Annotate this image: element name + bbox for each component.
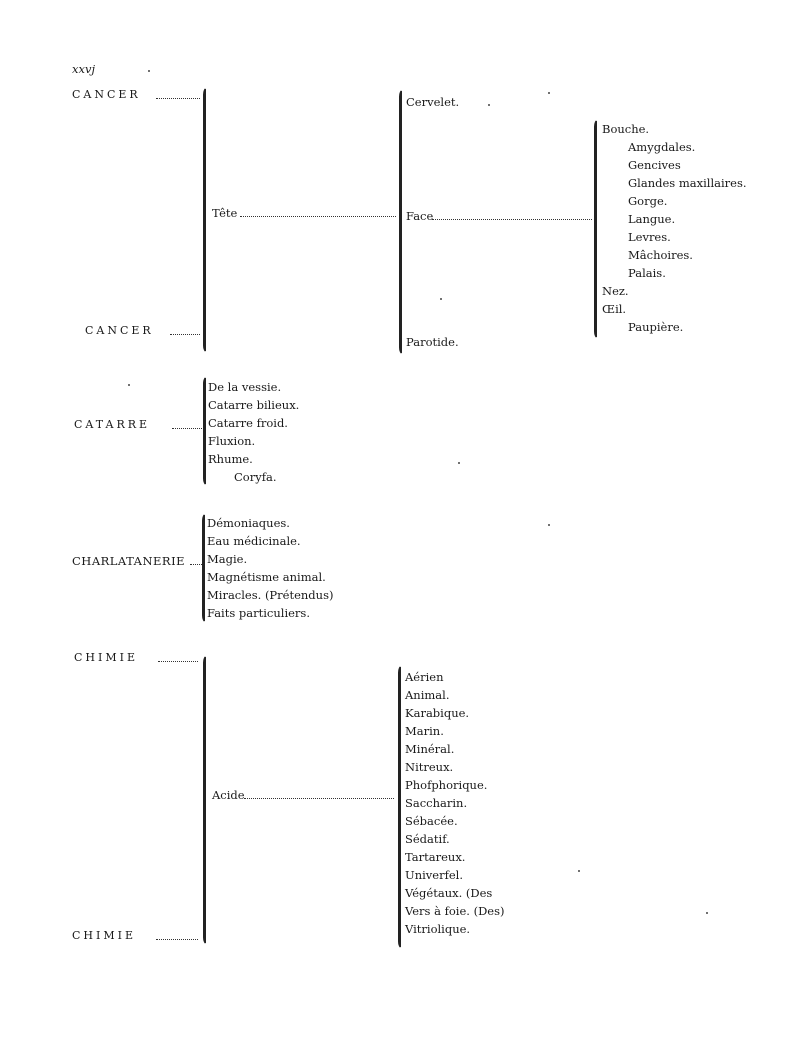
acide-list-item: Univerfel. (405, 868, 463, 882)
chimie-heading-leader (158, 661, 198, 662)
tete-label: Tête (212, 206, 238, 220)
paper-speck (548, 524, 550, 526)
paper-speck (548, 92, 550, 94)
acide-list-item: Phofphorique. (405, 778, 488, 792)
catarre-list-item: Catarre froid. (208, 416, 288, 430)
face-list-item: Mâchoires. (628, 248, 693, 262)
acide-list-item: Sédatif. (405, 832, 450, 846)
parotide-label: Parotide. (406, 335, 459, 349)
face-list-item: Palais. (628, 266, 666, 280)
charlatanerie-heading: CHARLATANERIE (72, 554, 186, 568)
catarre-list-item: Catarre bilieux. (208, 398, 300, 412)
face-list-item: Levres. (628, 230, 671, 244)
paper-speck (458, 462, 460, 464)
charlatanerie-list (207, 514, 333, 622)
acide-list-item: Animal. (405, 688, 450, 702)
chimie-footer-leader (156, 939, 198, 940)
chimie-heading: CHIMIE (74, 651, 138, 664)
charlatanerie-list-item: Démoniaques. (207, 516, 290, 530)
tete-leader (240, 216, 396, 217)
face-list-item: Langue. (628, 212, 676, 226)
face-brace (594, 120, 597, 338)
face-list-item: Bouche. (602, 122, 650, 136)
cervelet-label: Cervelet. (406, 95, 460, 109)
charlatanerie-brace (202, 514, 205, 622)
catarre-leader (172, 428, 202, 429)
catarre-list-item: Rhume. (208, 452, 253, 466)
acide-list-item: Saccharin. (405, 796, 468, 810)
acide-list-item: Végétaux. (Des (405, 886, 493, 900)
acide-brace (398, 666, 401, 948)
acide-list-item: Aérien (405, 670, 444, 684)
chimie-footer: CHIMIE (72, 929, 136, 942)
charlatanerie-leader (190, 564, 202, 565)
acide-list-item: Karabique. (405, 706, 470, 720)
acide-list-item: Sébacée. (405, 814, 458, 828)
acide-list-item: Nitreux. (405, 760, 454, 774)
catarre-list-item: De la vessie. (208, 380, 282, 394)
charlatanerie-list-item: Miracles. (Prétendus) (207, 588, 334, 602)
charlatanerie-list-item: Faits particuliers. (207, 606, 310, 620)
cancer-brace (203, 88, 206, 352)
face-leader (432, 219, 592, 220)
acide-list-item: Marin. (405, 724, 444, 738)
face-list-item: Paupière. (628, 320, 684, 334)
paper-speck (488, 104, 490, 106)
face-list-item: Gorge. (628, 194, 668, 208)
acide-label: Acide (212, 788, 245, 802)
face-label: Face (406, 209, 434, 223)
paper-speck (578, 870, 580, 872)
catarre-list-item: Coryfa. (234, 470, 277, 484)
paper-speck (706, 912, 708, 914)
cancer-footer-leader (170, 334, 200, 335)
catarre-brace (203, 377, 206, 485)
paper-speck (128, 384, 130, 386)
charlatanerie-list-item: Magie. (207, 552, 248, 566)
cancer-heading-leader (156, 98, 200, 99)
charlatanerie-list-item: Magnétisme animal. (207, 570, 326, 584)
page-number: xxvj (72, 62, 96, 76)
face-list (602, 120, 747, 336)
face-list-item: Gencives (628, 158, 681, 172)
face-list-item: Œil. (602, 302, 627, 316)
acide-list-item: Tartareux. (405, 850, 466, 864)
chimie-brace (203, 656, 206, 944)
face-list-item: Nez. (602, 284, 629, 298)
tete-brace (399, 90, 402, 354)
paper-speck (148, 70, 150, 72)
acide-leader (244, 798, 394, 799)
acide-list (405, 668, 505, 938)
catarre-list (208, 378, 299, 486)
paper-speck (440, 298, 442, 300)
catarre-list-item: Fluxion. (208, 434, 256, 448)
acide-list-item: Vers à foie. (Des) (405, 904, 505, 918)
face-list-item: Amygdales. (628, 140, 696, 154)
cancer-heading: CANCER (72, 88, 141, 101)
cancer-footer: CANCER (85, 324, 154, 337)
face-list-item: Glandes maxillaires. (628, 176, 747, 190)
acide-list-item: Vitriolique. (405, 922, 471, 936)
charlatanerie-list-item: Eau médicinale. (207, 534, 301, 548)
catarre-heading: CATARRE (74, 418, 151, 431)
acide-list-item: Minéral. (405, 742, 455, 756)
